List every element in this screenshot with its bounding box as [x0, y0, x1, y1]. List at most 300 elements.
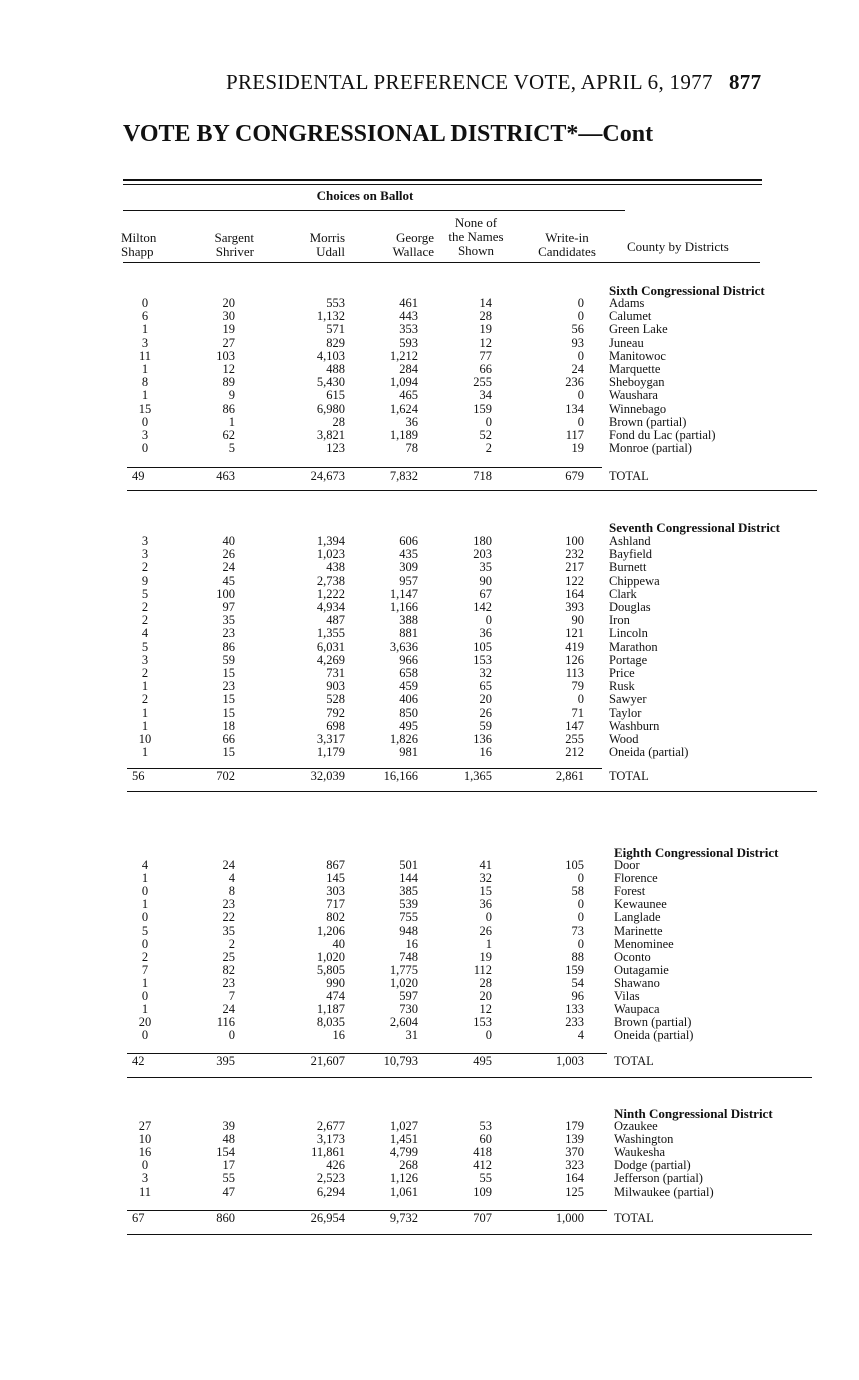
cell-shriver: 86 [222, 401, 235, 416]
cell-county: Washington [614, 1132, 674, 1147]
cell-shriver: 12 [222, 362, 235, 376]
cell-shapp: 0 [141, 1158, 149, 1173]
cell-shriver: 8 [228, 884, 235, 899]
total-wallace: 16,166 [383, 769, 418, 783]
table-row [0, 416, 859, 429]
page-heading: VOTE BY CONGRESSIONAL DISTRICT*—Cont [123, 121, 654, 147]
total-shapp: 42 [132, 1054, 145, 1068]
cell-none-shown: 55 [479, 1171, 492, 1186]
table-row [0, 389, 859, 402]
total-county: TOTAL [609, 469, 649, 483]
page-number: 877 [729, 70, 762, 94]
total-row [0, 1054, 859, 1068]
cell-write-in: 147 [565, 718, 584, 733]
cell-shriver: 2 [228, 936, 235, 951]
cell-shriver: 22 [222, 910, 235, 925]
cell-shapp: 2 [141, 692, 149, 707]
cell-write-in: 0 [577, 296, 584, 310]
cell-county: Brown (partial) [614, 1015, 692, 1030]
cell-wallace: 966 [399, 652, 418, 667]
cell-shapp: 2 [141, 666, 149, 680]
cell-none-shown: 35 [479, 560, 492, 575]
cell-udall: 28 [332, 414, 345, 429]
cell-shapp: 2 [141, 949, 149, 964]
cell-udall: 4,934 [316, 600, 345, 614]
cell-udall: 6,031 [316, 639, 345, 654]
cell-shapp: 2 [141, 600, 149, 614]
cell-shriver: 9 [228, 388, 235, 403]
cell-none-shown: 36 [479, 897, 492, 912]
cell-wallace: 981 [399, 745, 418, 760]
cell-udall: 615 [326, 388, 345, 403]
cell-none-shown: 16 [479, 745, 492, 760]
cell-county: Washburn [609, 718, 660, 733]
col-head-line: Udall [316, 244, 345, 259]
cell-county: Fond du Lac (partial) [609, 428, 716, 442]
cell-none-shown: 28 [479, 309, 492, 324]
cell-shapp: 5 [141, 923, 149, 938]
cell-wallace: 406 [399, 692, 418, 707]
total-county: TOTAL [609, 769, 649, 783]
cell-udall: 11,861 [311, 1145, 345, 1160]
cell-udall: 303 [326, 884, 345, 899]
cell-wallace: 144 [399, 871, 418, 886]
total-shriver: 860 [216, 1211, 235, 1225]
table-row [0, 746, 859, 759]
cell-shriver: 89 [222, 375, 235, 390]
cell-shapp: 1 [141, 322, 149, 337]
cell-udall: 802 [326, 910, 345, 925]
table-row [0, 376, 859, 389]
cell-none-shown: 60 [479, 1132, 492, 1147]
cell-shapp: 2 [141, 560, 149, 575]
cell-shriver: 23 [222, 679, 235, 694]
table-row [0, 627, 859, 640]
col-head-county [627, 240, 729, 254]
cell-county: Taylor [609, 705, 642, 720]
cell-shapp: 3 [141, 335, 149, 350]
cell-wallace: 1,624 [389, 401, 418, 416]
cell-shapp: 3 [141, 1171, 149, 1186]
cell-shapp: 5 [141, 586, 149, 601]
cell-none-shown: 0 [485, 910, 492, 925]
cell-none-shown: 77 [479, 348, 492, 363]
cell-udall: 426 [326, 1158, 345, 1173]
cell-wallace: 1,166 [389, 600, 418, 614]
cell-wallace: 606 [399, 534, 418, 548]
total-write-in: 1,000 [555, 1211, 584, 1225]
total-udall: 32,039 [310, 769, 345, 783]
cell-none-shown: 418 [473, 1145, 492, 1160]
cell-write-in: 54 [571, 975, 584, 990]
cell-county: Manitowoc [609, 348, 666, 363]
cell-udall: 1,023 [316, 547, 345, 562]
cell-udall: 698 [326, 718, 345, 733]
cell-write-in: 121 [565, 626, 584, 641]
table-row [0, 337, 859, 350]
cell-none-shown: 20 [479, 692, 492, 707]
cell-shriver: 15 [222, 745, 235, 760]
cell-none-shown: 28 [479, 975, 492, 990]
cell-write-in: 179 [565, 1119, 584, 1133]
col-head-line: County by Districts [627, 239, 729, 254]
table-row [0, 1146, 859, 1159]
running-title: PRESIDENTAL PREFERENCE VOTE, APRIL 6, 1977 [226, 70, 713, 94]
cell-write-in: 125 [565, 1184, 584, 1199]
cell-shapp: 11 [138, 348, 152, 363]
cell-write-in: 113 [565, 666, 584, 680]
cell-shapp: 1 [141, 871, 149, 886]
table-row [0, 442, 859, 455]
cell-shapp: 20 [138, 1015, 152, 1030]
cell-write-in: 0 [577, 871, 584, 886]
cell-shapp: 16 [138, 1145, 152, 1160]
table-row [0, 535, 859, 548]
cell-county: Calumet [609, 309, 652, 324]
total-shapp: 56 [132, 769, 145, 783]
cell-county: Ozaukee [614, 1119, 658, 1133]
table-row [0, 898, 859, 911]
total-rule [127, 791, 817, 792]
cell-none-shown: 203 [473, 547, 492, 562]
cell-write-in: 105 [565, 858, 584, 872]
table-row [0, 588, 859, 601]
cell-none-shown: 32 [479, 666, 492, 680]
table-row [0, 872, 859, 885]
cell-udall: 4,103 [316, 348, 345, 363]
cell-wallace: 1,094 [389, 375, 418, 390]
cell-write-in: 236 [565, 375, 584, 390]
table-row [0, 885, 859, 898]
table-row [0, 429, 859, 442]
cell-shriver: 24 [222, 560, 235, 575]
cell-shriver: 15 [222, 666, 235, 680]
total-row [0, 1211, 859, 1225]
cell-shapp: 11 [138, 1184, 152, 1199]
cell-shriver: 30 [222, 309, 235, 324]
cell-shapp: 1 [141, 1002, 149, 1017]
cell-write-in: 419 [565, 639, 584, 654]
cell-udall: 123 [326, 441, 345, 456]
col-head-line: Write-in [545, 230, 589, 245]
cell-udall: 528 [326, 692, 345, 707]
cell-shriver: 18 [222, 718, 235, 733]
col-head-line: Shown [457, 243, 495, 258]
table-row [0, 964, 859, 977]
cell-wallace: 1,126 [389, 1171, 418, 1186]
cell-county: Milwaukee (partial) [614, 1184, 714, 1199]
cell-udall: 6,980 [316, 401, 345, 416]
cell-udall: 829 [326, 335, 345, 350]
cell-none-shown: 36 [479, 626, 492, 641]
cell-write-in: 0 [577, 910, 584, 925]
total-shapp: 67 [132, 1211, 145, 1225]
cell-udall: 40 [332, 936, 345, 951]
cell-write-in: 0 [577, 348, 584, 363]
cell-county: Iron [609, 613, 630, 628]
total-shapp: 49 [132, 469, 145, 483]
cell-wallace: 461 [399, 296, 418, 310]
total-wallace: 9,732 [389, 1211, 418, 1225]
cell-shapp: 1 [141, 718, 149, 733]
table-row [0, 654, 859, 667]
col-head-line: Sargent [214, 230, 254, 245]
cell-udall: 1,394 [316, 534, 345, 548]
cell-shriver: 5 [228, 441, 235, 456]
cell-write-in: 164 [565, 586, 584, 601]
cell-write-in: 323 [565, 1158, 584, 1173]
cell-shriver: 59 [222, 652, 235, 667]
cell-wallace: 539 [399, 897, 418, 912]
cell-udall: 1,020 [316, 949, 345, 964]
col-head-line: Wallace [392, 244, 434, 259]
choices-rule [123, 210, 625, 211]
cell-udall: 731 [326, 666, 345, 680]
cell-county: Oconto [614, 949, 651, 964]
cell-shriver: 0 [228, 1028, 235, 1043]
cell-county: Forest [614, 884, 646, 899]
cell-county: Langlade [614, 910, 661, 925]
table-row [0, 733, 859, 746]
cell-udall: 488 [326, 362, 345, 376]
header-rule [123, 262, 760, 263]
cell-shapp: 3 [141, 428, 149, 442]
cell-shriver: 55 [222, 1171, 235, 1186]
cell-shapp: 10 [138, 1132, 152, 1147]
total-write-in: 2,861 [555, 769, 584, 783]
cell-shapp: 1 [141, 897, 149, 912]
table-row [0, 707, 859, 720]
cell-udall: 867 [326, 858, 345, 872]
cell-shapp: 4 [141, 858, 149, 872]
cell-shapp: 3 [141, 534, 149, 548]
cell-shapp: 0 [141, 884, 149, 899]
cell-county: Sawyer [609, 692, 647, 707]
cell-shriver: 62 [222, 428, 235, 442]
cell-shapp: 0 [141, 1028, 149, 1043]
cell-shriver: 35 [222, 923, 235, 938]
cell-udall: 3,317 [316, 732, 345, 746]
cell-shapp: 2 [141, 613, 149, 628]
cell-wallace: 881 [399, 626, 418, 641]
col-head-udall [270, 231, 345, 259]
cell-wallace: 284 [399, 362, 418, 376]
cell-shapp: 9 [141, 573, 149, 588]
cell-udall: 5,805 [316, 962, 345, 977]
cell-wallace: 31 [405, 1028, 418, 1043]
cell-county: Clark [609, 586, 637, 601]
total-write-in: 679 [565, 469, 584, 483]
cell-shapp: 5 [141, 639, 149, 654]
cell-wallace: 1,061 [389, 1184, 418, 1199]
cell-shriver: 1 [228, 414, 235, 429]
cell-udall: 1,222 [316, 586, 345, 601]
cell-none-shown: 26 [479, 705, 492, 720]
cell-shapp: 0 [141, 910, 149, 925]
cell-shapp: 0 [141, 989, 149, 1003]
cell-none-shown: 20 [479, 989, 492, 1003]
cell-write-in: 100 [565, 534, 584, 548]
total-none-shown: 495 [473, 1054, 492, 1068]
district-title: Ninth Congressional District [614, 1106, 773, 1121]
cell-write-in: 233 [565, 1015, 584, 1030]
cell-shapp: 0 [141, 441, 149, 456]
table-row [0, 363, 859, 376]
total-none-shown: 718 [473, 469, 492, 483]
cell-write-in: 58 [571, 884, 584, 899]
cell-write-in: 255 [565, 732, 584, 746]
cell-write-in: 134 [565, 401, 584, 416]
cell-shriver: 82 [222, 962, 235, 977]
cell-shriver: 86 [222, 639, 235, 654]
table-row [0, 614, 859, 627]
cell-wallace: 309 [399, 560, 418, 575]
cell-write-in: 232 [565, 547, 584, 562]
cell-wallace: 1,826 [389, 732, 418, 746]
cell-shriver: 97 [222, 600, 235, 614]
cell-shriver: 48 [222, 1132, 235, 1147]
total-write-in: 1,003 [555, 1054, 584, 1068]
top-rule [123, 179, 762, 181]
cell-wallace: 459 [399, 679, 418, 694]
cell-shriver: 24 [222, 1002, 235, 1017]
cell-write-in: 93 [571, 335, 584, 350]
table-row [0, 667, 859, 680]
cell-shapp: 0 [141, 414, 149, 429]
cell-none-shown: 2 [485, 441, 492, 456]
cell-shriver: 19 [222, 322, 235, 337]
cell-county: Waukesha [614, 1145, 666, 1160]
cell-none-shown: 32 [479, 871, 492, 886]
cell-shapp: 1 [141, 975, 149, 990]
cell-county: Burnett [609, 560, 647, 575]
district-title: Seventh Congressional District [609, 520, 780, 535]
cell-write-in: 0 [577, 388, 584, 403]
cell-none-shown: 90 [479, 573, 492, 588]
cell-wallace: 1,189 [389, 428, 418, 442]
cell-county: Bayfield [609, 547, 653, 562]
cell-udall: 792 [326, 705, 345, 720]
cell-wallace: 4,799 [389, 1145, 418, 1160]
total-shriver: 463 [216, 469, 235, 483]
table-row [0, 951, 859, 964]
cell-none-shown: 66 [479, 362, 492, 376]
col-head-line: Candidates [538, 244, 596, 259]
cell-none-shown: 159 [473, 401, 492, 416]
cell-county: Kewaunee [614, 897, 667, 912]
cell-shapp: 1 [141, 745, 149, 760]
cell-county: Price [609, 666, 635, 680]
cell-none-shown: 0 [485, 414, 492, 429]
cell-shapp: 8 [141, 375, 149, 390]
cell-shriver: 20 [222, 296, 235, 310]
cell-wallace: 948 [399, 923, 418, 938]
cell-udall: 2,738 [316, 573, 345, 588]
cell-none-shown: 67 [479, 586, 492, 601]
cell-shapp: 1 [141, 705, 149, 720]
col-head-writein [530, 231, 604, 259]
cell-wallace: 388 [399, 613, 418, 628]
cell-county: Brown (partial) [609, 414, 687, 429]
cell-shriver: 116 [216, 1015, 235, 1030]
total-county: TOTAL [614, 1211, 654, 1225]
table-row [0, 1159, 859, 1172]
col-head-line: George [395, 230, 434, 245]
cell-write-in: 139 [565, 1132, 584, 1147]
table-row [0, 911, 859, 924]
cell-wallace: 1,147 [389, 586, 418, 601]
cell-write-in: 73 [571, 923, 584, 938]
cell-udall: 1,187 [316, 1002, 345, 1017]
cell-write-in: 0 [577, 414, 584, 429]
cell-county: Douglas [609, 600, 651, 614]
cell-wallace: 3,636 [389, 639, 418, 654]
cell-county: Green Lake [609, 322, 668, 337]
cell-none-shown: 59 [479, 718, 492, 733]
cell-wallace: 353 [399, 322, 418, 337]
cell-none-shown: 26 [479, 923, 492, 938]
cell-county: Ashland [609, 534, 651, 548]
cell-udall: 2,677 [316, 1119, 345, 1133]
cell-none-shown: 34 [479, 388, 492, 403]
cell-shriver: 15 [222, 705, 235, 720]
cell-write-in: 159 [565, 962, 584, 977]
cell-write-in: 126 [565, 652, 584, 667]
table-row [0, 575, 859, 588]
cell-shriver: 27 [222, 335, 235, 350]
cell-none-shown: 109 [473, 1184, 492, 1199]
cell-none-shown: 12 [479, 1002, 492, 1017]
total-rule [127, 490, 817, 491]
cell-none-shown: 19 [479, 322, 492, 337]
col-head-shapp [121, 231, 156, 259]
cell-shriver: 45 [222, 573, 235, 588]
cell-write-in: 0 [577, 309, 584, 324]
cell-none-shown: 53 [479, 1119, 492, 1133]
cell-county: Adams [609, 296, 645, 310]
cell-udall: 903 [326, 679, 345, 694]
cell-udall: 1,206 [316, 923, 345, 938]
total-row [0, 469, 859, 483]
table-row [0, 323, 859, 336]
cell-write-in: 71 [571, 705, 584, 720]
cell-write-in: 370 [565, 1145, 584, 1160]
col-head-line: Morris [309, 230, 345, 245]
cell-shriver: 66 [222, 732, 235, 746]
cell-shriver: 24 [222, 858, 235, 872]
cell-udall: 1,132 [316, 309, 345, 324]
cell-udall: 717 [326, 897, 345, 912]
cell-write-in: 0 [577, 897, 584, 912]
cell-none-shown: 65 [479, 679, 492, 694]
table-row [0, 693, 859, 706]
cell-shapp: 1 [141, 362, 149, 376]
cell-shriver: 39 [222, 1119, 235, 1133]
table-row [0, 990, 859, 1003]
table-row [0, 310, 859, 323]
cell-udall: 145 [326, 871, 345, 886]
cell-none-shown: 153 [473, 652, 492, 667]
table-row [0, 720, 859, 733]
cell-write-in: 117 [565, 428, 584, 442]
col-head-line: Shapp [121, 244, 154, 259]
table-row [0, 977, 859, 990]
cell-write-in: 122 [565, 573, 584, 588]
total-county: TOTAL [614, 1054, 654, 1068]
cell-write-in: 88 [571, 949, 584, 964]
cell-wallace: 730 [399, 1002, 418, 1017]
cell-none-shown: 142 [473, 600, 492, 614]
